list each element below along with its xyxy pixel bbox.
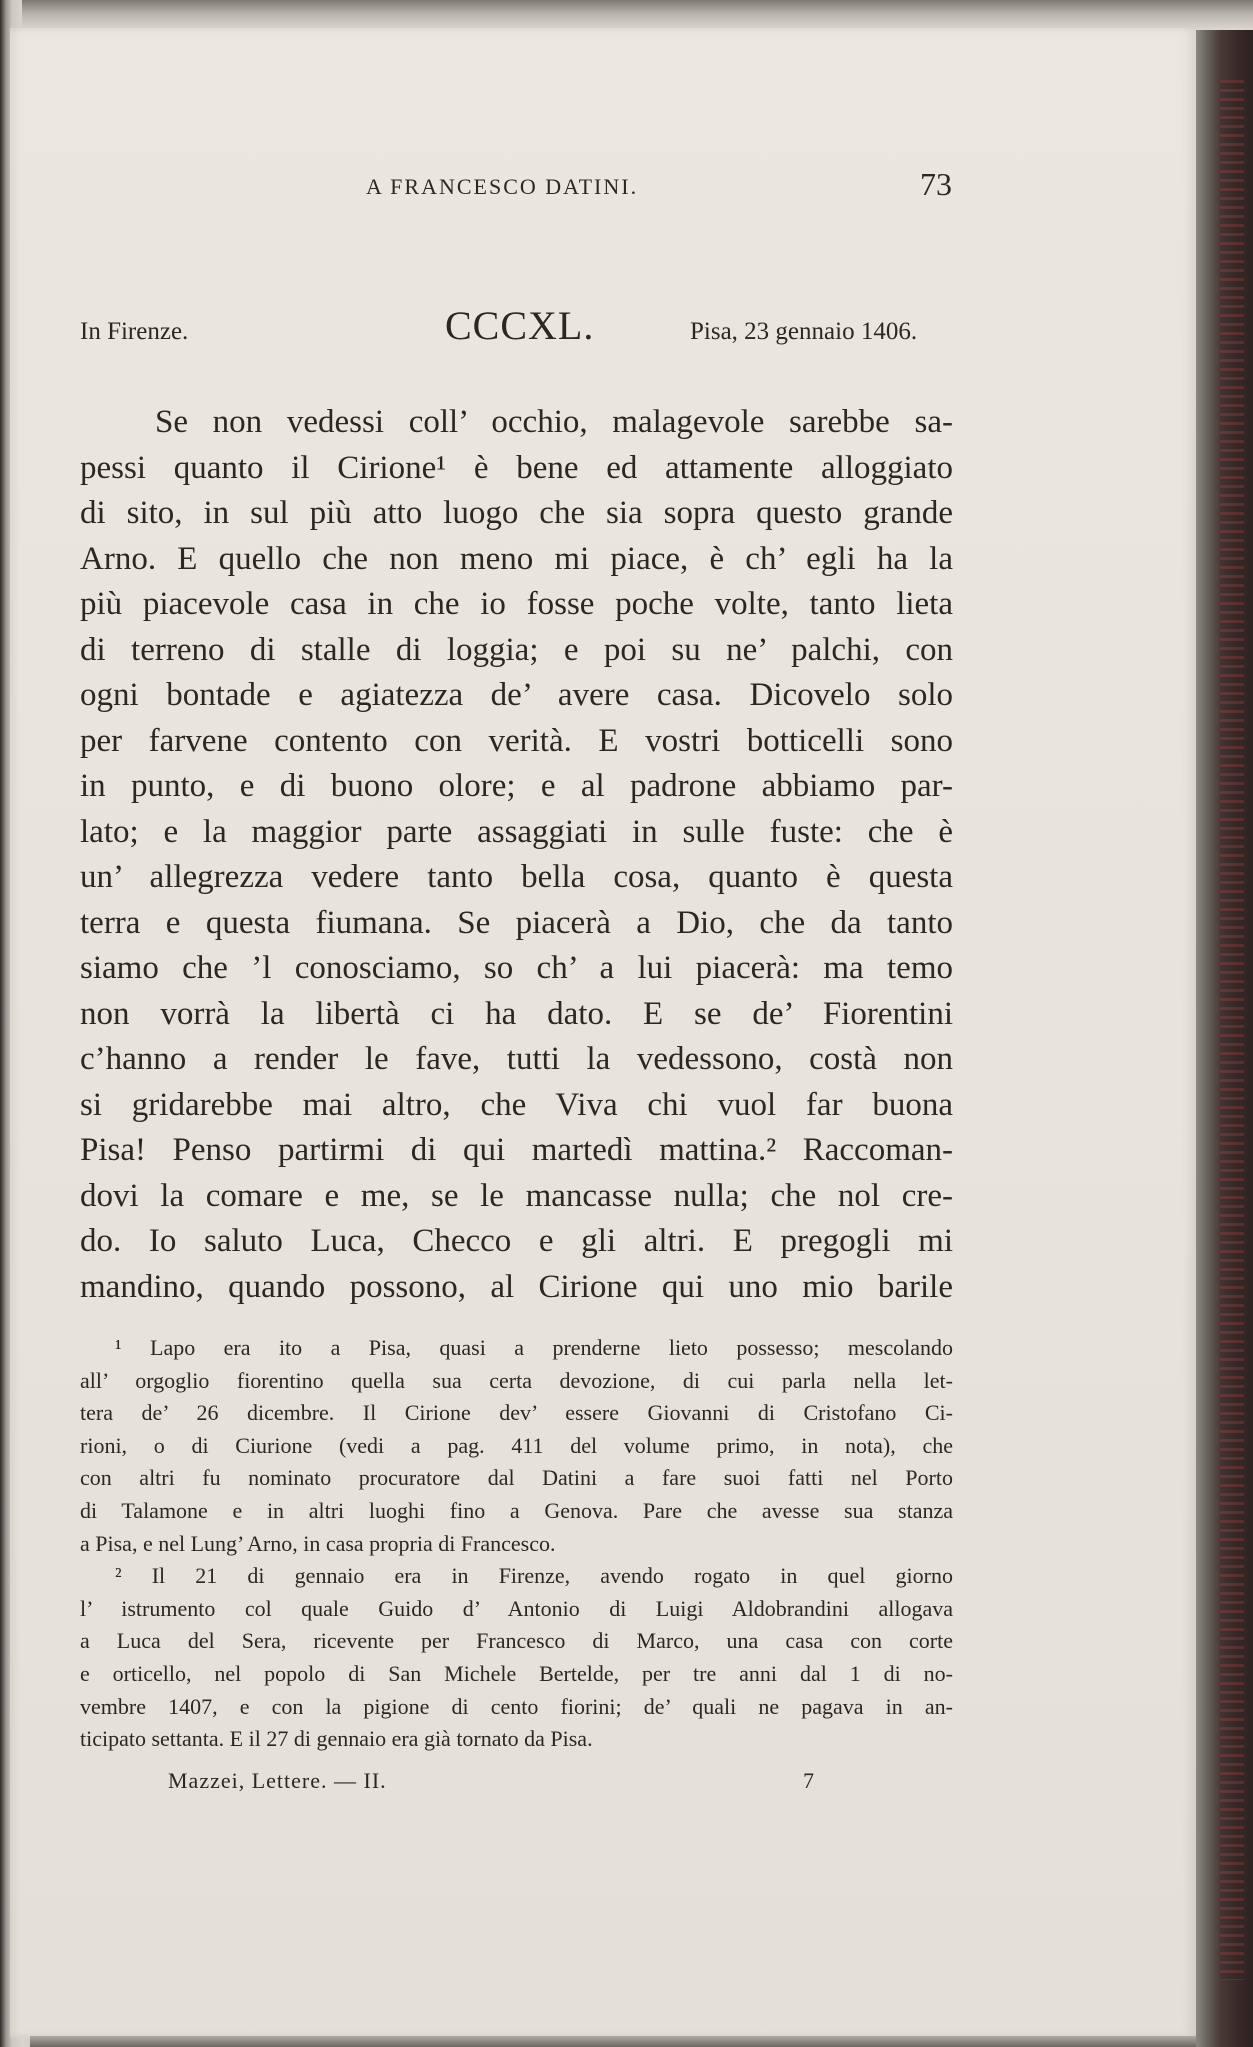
signature-line: Mazzei, Lettere. — II. <box>168 1768 387 1793</box>
footnote-line: rioni, o di Ciurione (vedi a pag. 411 del volume primo, in nota), che <box>80 1432 953 1458</box>
body-line: do. Io saluto Luca, Checco e gli altri. E pregogli mi <box>80 1223 953 1259</box>
body-line: c’hanno a render le fave, tutti la vedessono, costà non <box>80 1041 953 1077</box>
body-line: Arno. E quello che non meno mi piace, è ch’ egli ha la <box>80 540 953 577</box>
body-line: mandino, quando possono, al Cirione qui uno mio barile <box>80 1268 953 1305</box>
page-number: 73 <box>920 166 952 202</box>
letter-number: CCCXL. <box>445 303 595 348</box>
footnote-line: vembre 1407, e con la pigione di cento fiorini; de’ quali ne pagava in an- <box>80 1693 953 1719</box>
letter-body <box>80 400 953 1310</box>
footnote-line: con altri fu nominato procuratore dal Datini a fare suoi fatti nel Porto <box>80 1465 953 1491</box>
footnote-line: ¹ Lapo era ito a Pisa, quasi a prenderne lieto possesso; mescolando <box>115 1335 953 1360</box>
body-line: lato; e la maggior parte assaggiati in sulle fuste: che è <box>80 813 953 850</box>
body-line: Pisa! Penso partirmi di qui martedì mattina.² Raccoman- <box>80 1132 953 1168</box>
footnote-line: a Pisa, e nel Lung’ Arno, in casa propria di Francesco. <box>80 1530 556 1556</box>
body-line: terra e questa fiumana. Se piacerà a Dio, che da tanto <box>80 904 953 941</box>
body-line: si gridarebbe mai altro, che Viva chi vuol far buona <box>80 1086 953 1123</box>
body-line: non vorrà la libertà ci ha dato. E se de’ Fiorentini <box>80 995 953 1032</box>
signature-mark: 7 <box>803 1768 814 1793</box>
body-line: ogni bontade e agiatezza de’ avere casa. Dicovelo solo <box>80 677 953 713</box>
footnote-line: ticipato settanta. E il 27 di gennaio era già tornato da Pisa. <box>80 1726 593 1752</box>
top-edge-shadow <box>0 0 1253 30</box>
body-line: dovi la comare e me, se le mancasse nulla; che nol cre- <box>80 1177 953 1214</box>
body-line: più piacevole casa in che io fosse poche volte, tanto lieta <box>80 586 953 622</box>
footnote-line: all’ orgoglio fiorentino quella sua certa devozione, di cui parla nella let- <box>80 1367 953 1393</box>
footnote-line: tera de’ 26 dicembre. Il Cirione dev’ essere Giovanni di Cristofano Ci- <box>80 1400 953 1426</box>
footnote-line: ² Il 21 di gennaio era in Firenze, avendo rogato in quel giorno <box>115 1563 953 1589</box>
letter-dateline: Pisa, 23 gennaio 1406. <box>690 318 918 345</box>
body-line: Se non vedessi coll’ occhio, malagevole sarebbe sa- <box>155 404 953 440</box>
body-line: di terreno di stalle di loggia; e poi su ne’ palchi, con <box>80 631 953 668</box>
body-line: pessi quanto il Cirione¹ è bene ed attamente alloggiato <box>80 449 953 486</box>
body-line: in punto, e di buono olore; e al padrone abbiamo par- <box>80 768 953 804</box>
footnotes <box>80 1332 953 1756</box>
body-line: siamo che ’l conosciamo, so ch’ a lui piacerà: ma temo <box>80 950 953 986</box>
footnote-line: a Luca del Sera, ricevente per Francesco di Marco, una casa con corte <box>80 1628 953 1654</box>
footnote-line: l’ istrumento col quale Guido d’ Antonio di Luigi Aldobrandini allogava <box>80 1595 953 1621</box>
running-title: A FRANCESCO DATINI. <box>366 174 639 199</box>
body-line: per farvene contento con verità. E vostri botticelli sono <box>80 722 953 759</box>
letter-place: In Firenze. <box>80 318 189 345</box>
footnote-line: e orticello, nel popolo di San Michele Bertelde, per tre anni dal 1 di no- <box>80 1660 953 1686</box>
spine-marbled-edge <box>1220 80 1244 1980</box>
body-line: di sito, in sul più atto luogo che sia sopra questo grande <box>80 495 953 531</box>
bottom-edge-shadow <box>30 2036 1196 2047</box>
footnote-line: di Talamone e in altri luoghi fino a Genova. Pare che avesse sua stanza <box>80 1497 953 1523</box>
body-line: un’ allegrezza vedere tanto bella cosa, quanto è questa <box>80 859 953 895</box>
